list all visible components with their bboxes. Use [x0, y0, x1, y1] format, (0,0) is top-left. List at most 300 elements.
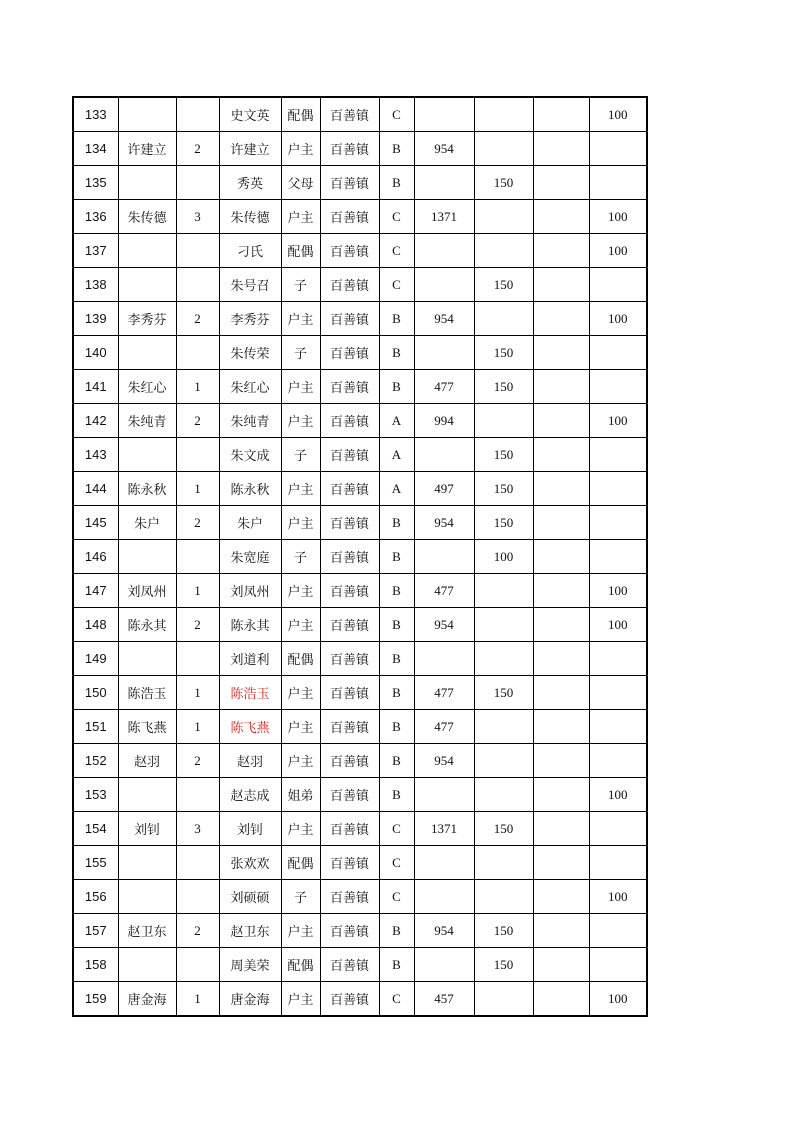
relation-cell: 子 — [281, 880, 320, 914]
grade-cell: B — [379, 540, 414, 574]
member-name-cell: 朱文成 — [219, 438, 281, 472]
amount-d-cell — [589, 472, 647, 506]
relation-cell: 户主 — [281, 404, 320, 438]
amount-d-cell — [589, 132, 647, 166]
table-row — [73, 608, 647, 642]
relation-cell: 户主 — [281, 982, 320, 1017]
amount-b-cell: 150 — [474, 676, 533, 710]
grade-cell: C — [379, 812, 414, 846]
household-size-cell: 1 — [176, 982, 219, 1017]
row-number-cell: 143 — [73, 438, 118, 472]
householder-cell — [118, 880, 176, 914]
town-cell: 百善镇 — [320, 710, 379, 744]
amount-a-cell: 457 — [414, 982, 474, 1017]
relation-cell: 户主 — [281, 710, 320, 744]
member-name-cell: 史文英 — [219, 97, 281, 132]
town-cell: 百善镇 — [320, 97, 379, 132]
amount-d-cell — [589, 268, 647, 302]
amount-b-cell — [474, 404, 533, 438]
householder-cell — [118, 268, 176, 302]
household-size-cell: 1 — [176, 710, 219, 744]
member-name-cell: 秀英 — [219, 166, 281, 200]
table-row — [73, 812, 647, 846]
amount-d-cell — [589, 914, 647, 948]
grade-cell: C — [379, 880, 414, 914]
amount-b-cell — [474, 234, 533, 268]
amount-d-cell: 100 — [589, 234, 647, 268]
amount-d-cell: 100 — [589, 880, 647, 914]
member-name-cell: 唐金海 — [219, 982, 281, 1017]
amount-b-cell: 150 — [474, 472, 533, 506]
amount-d-cell — [589, 744, 647, 778]
amount-d-cell — [589, 540, 647, 574]
grade-cell: B — [379, 302, 414, 336]
relation-cell: 配偶 — [281, 642, 320, 676]
grade-cell: B — [379, 948, 414, 982]
amount-a-cell: 954 — [414, 744, 474, 778]
grade-cell: C — [379, 234, 414, 268]
amount-a-cell: 954 — [414, 302, 474, 336]
amount-c-cell — [533, 642, 589, 676]
household-size-cell: 2 — [176, 608, 219, 642]
grade-cell: B — [379, 574, 414, 608]
amount-b-cell: 150 — [474, 336, 533, 370]
member-name-cell: 朱户 — [219, 506, 281, 540]
householder-cell — [118, 234, 176, 268]
table-row — [73, 302, 647, 336]
amount-a-cell — [414, 540, 474, 574]
member-name-cell: 朱号召 — [219, 268, 281, 302]
amount-b-cell — [474, 710, 533, 744]
grade-cell: B — [379, 506, 414, 540]
member-name-cell: 刘硕硕 — [219, 880, 281, 914]
amount-a-cell — [414, 97, 474, 132]
amount-b-cell: 150 — [474, 506, 533, 540]
relation-cell: 户主 — [281, 676, 320, 710]
grade-cell: A — [379, 404, 414, 438]
amount-d-cell: 100 — [589, 778, 647, 812]
amount-d-cell: 100 — [589, 97, 647, 132]
amount-c-cell — [533, 166, 589, 200]
amount-a-cell: 954 — [414, 506, 474, 540]
table-row — [73, 506, 647, 540]
householder-cell — [118, 166, 176, 200]
member-name-cell: 朱宽庭 — [219, 540, 281, 574]
amount-c-cell — [533, 676, 589, 710]
table-row — [73, 880, 647, 914]
relation-cell: 户主 — [281, 370, 320, 404]
member-name-cell: 陈浩玉 — [219, 676, 281, 710]
row-number-cell: 156 — [73, 880, 118, 914]
row-number-cell: 141 — [73, 370, 118, 404]
relation-cell: 户主 — [281, 812, 320, 846]
member-name-cell: 刁氏 — [219, 234, 281, 268]
table-row — [73, 336, 647, 370]
grade-cell: C — [379, 846, 414, 880]
amount-c-cell — [533, 744, 589, 778]
household-size-cell: 2 — [176, 744, 219, 778]
amount-a-cell: 1371 — [414, 812, 474, 846]
householder-cell: 陈永秋 — [118, 472, 176, 506]
relation-cell: 户主 — [281, 506, 320, 540]
grade-cell: B — [379, 710, 414, 744]
householder-cell — [118, 846, 176, 880]
member-name-cell: 赵羽 — [219, 744, 281, 778]
amount-b-cell — [474, 778, 533, 812]
amount-b-cell — [474, 302, 533, 336]
grade-cell: A — [379, 472, 414, 506]
table-row — [73, 540, 647, 574]
grade-cell: A — [379, 438, 414, 472]
householder-cell: 刘凤州 — [118, 574, 176, 608]
household-size-cell: 2 — [176, 132, 219, 166]
amount-a-cell: 477 — [414, 676, 474, 710]
amount-b-cell: 150 — [474, 370, 533, 404]
household-size-cell — [176, 642, 219, 676]
amount-d-cell: 100 — [589, 574, 647, 608]
householder-cell — [118, 336, 176, 370]
town-cell: 百善镇 — [320, 642, 379, 676]
grade-cell: B — [379, 370, 414, 404]
relation-cell: 户主 — [281, 574, 320, 608]
amount-d-cell — [589, 166, 647, 200]
relation-cell: 户主 — [281, 744, 320, 778]
grade-cell: C — [379, 268, 414, 302]
table-row — [73, 404, 647, 438]
table-row — [73, 438, 647, 472]
member-name-cell: 许建立 — [219, 132, 281, 166]
amount-c-cell — [533, 200, 589, 234]
grade-cell: B — [379, 132, 414, 166]
amount-d-cell — [589, 812, 647, 846]
town-cell: 百善镇 — [320, 676, 379, 710]
household-size-cell — [176, 846, 219, 880]
relation-cell: 配偶 — [281, 846, 320, 880]
table-row — [73, 948, 647, 982]
grade-cell: B — [379, 336, 414, 370]
row-number-cell: 155 — [73, 846, 118, 880]
household-size-cell — [176, 268, 219, 302]
table-row — [73, 676, 647, 710]
amount-d-cell — [589, 336, 647, 370]
amount-a-cell — [414, 268, 474, 302]
relation-cell: 配偶 — [281, 97, 320, 132]
table-row — [73, 472, 647, 506]
amount-b-cell: 150 — [474, 268, 533, 302]
row-number-cell: 138 — [73, 268, 118, 302]
household-size-cell: 2 — [176, 914, 219, 948]
householder-cell: 陈浩玉 — [118, 676, 176, 710]
grade-cell: C — [379, 97, 414, 132]
amount-a-cell — [414, 336, 474, 370]
town-cell: 百善镇 — [320, 982, 379, 1017]
amount-a-cell — [414, 948, 474, 982]
row-number-cell: 142 — [73, 404, 118, 438]
amount-b-cell — [474, 880, 533, 914]
amount-c-cell — [533, 540, 589, 574]
householder-cell: 刘钊 — [118, 812, 176, 846]
amount-c-cell — [533, 914, 589, 948]
amount-b-cell — [474, 97, 533, 132]
town-cell: 百善镇 — [320, 336, 379, 370]
amount-c-cell — [533, 302, 589, 336]
householder-cell — [118, 97, 176, 132]
row-number-cell: 145 — [73, 506, 118, 540]
town-cell: 百善镇 — [320, 540, 379, 574]
householder-cell — [118, 948, 176, 982]
town-cell: 百善镇 — [320, 370, 379, 404]
town-cell: 百善镇 — [320, 438, 379, 472]
household-size-cell: 1 — [176, 676, 219, 710]
table-row — [73, 778, 647, 812]
amount-b-cell: 150 — [474, 166, 533, 200]
householder-cell: 朱红心 — [118, 370, 176, 404]
amount-c-cell — [533, 132, 589, 166]
table-row — [73, 574, 647, 608]
amount-d-cell — [589, 438, 647, 472]
town-cell: 百善镇 — [320, 574, 379, 608]
grade-cell: C — [379, 200, 414, 234]
householder-cell — [118, 642, 176, 676]
row-number-cell: 144 — [73, 472, 118, 506]
amount-c-cell — [533, 812, 589, 846]
amount-a-cell: 477 — [414, 574, 474, 608]
amount-a-cell: 477 — [414, 370, 474, 404]
table-row — [73, 200, 647, 234]
town-cell: 百善镇 — [320, 234, 379, 268]
member-name-cell: 刘道利 — [219, 642, 281, 676]
amount-b-cell: 150 — [474, 438, 533, 472]
household-size-cell: 1 — [176, 370, 219, 404]
member-name-cell: 陈永其 — [219, 608, 281, 642]
row-number-cell: 158 — [73, 948, 118, 982]
row-number-cell: 152 — [73, 744, 118, 778]
amount-d-cell: 100 — [589, 608, 647, 642]
amount-a-cell — [414, 234, 474, 268]
householder-cell — [118, 778, 176, 812]
town-cell: 百善镇 — [320, 948, 379, 982]
member-name-cell: 陈永秋 — [219, 472, 281, 506]
amount-c-cell — [533, 574, 589, 608]
household-size-cell — [176, 540, 219, 574]
householder-cell: 唐金海 — [118, 982, 176, 1017]
row-number-cell: 149 — [73, 642, 118, 676]
town-cell: 百善镇 — [320, 914, 379, 948]
amount-c-cell — [533, 506, 589, 540]
row-number-cell: 159 — [73, 982, 118, 1017]
table-row — [73, 234, 647, 268]
amount-b-cell — [474, 574, 533, 608]
amount-a-cell — [414, 880, 474, 914]
relation-cell: 户主 — [281, 472, 320, 506]
row-number-cell: 136 — [73, 200, 118, 234]
relation-cell: 配偶 — [281, 234, 320, 268]
member-name-cell: 周美荣 — [219, 948, 281, 982]
amount-c-cell — [533, 336, 589, 370]
row-number-cell: 153 — [73, 778, 118, 812]
amount-c-cell — [533, 268, 589, 302]
row-number-cell: 139 — [73, 302, 118, 336]
household-table — [72, 96, 648, 1017]
table-row — [73, 370, 647, 404]
table-row — [73, 642, 647, 676]
amount-a-cell — [414, 778, 474, 812]
grade-cell: B — [379, 914, 414, 948]
amount-a-cell: 1371 — [414, 200, 474, 234]
town-cell: 百善镇 — [320, 778, 379, 812]
town-cell: 百善镇 — [320, 812, 379, 846]
relation-cell: 子 — [281, 268, 320, 302]
member-name-cell: 张欢欢 — [219, 846, 281, 880]
member-name-cell: 朱传荣 — [219, 336, 281, 370]
amount-c-cell — [533, 710, 589, 744]
amount-c-cell — [533, 948, 589, 982]
town-cell: 百善镇 — [320, 472, 379, 506]
table-row — [73, 914, 647, 948]
household-size-cell: 3 — [176, 812, 219, 846]
grade-cell: C — [379, 982, 414, 1017]
table-row — [73, 97, 647, 132]
member-name-cell: 朱纯青 — [219, 404, 281, 438]
row-number-cell: 147 — [73, 574, 118, 608]
town-cell: 百善镇 — [320, 132, 379, 166]
householder-cell: 朱户 — [118, 506, 176, 540]
amount-d-cell — [589, 370, 647, 404]
amount-c-cell — [533, 472, 589, 506]
member-name-cell: 陈飞燕 — [219, 710, 281, 744]
amount-d-cell: 100 — [589, 200, 647, 234]
amount-d-cell: 100 — [589, 982, 647, 1017]
town-cell: 百善镇 — [320, 166, 379, 200]
row-number-cell: 151 — [73, 710, 118, 744]
amount-b-cell — [474, 846, 533, 880]
row-number-cell: 150 — [73, 676, 118, 710]
household-size-cell — [176, 880, 219, 914]
relation-cell: 父母 — [281, 166, 320, 200]
town-cell: 百善镇 — [320, 608, 379, 642]
amount-d-cell — [589, 948, 647, 982]
grade-cell: B — [379, 166, 414, 200]
town-cell: 百善镇 — [320, 744, 379, 778]
householder-cell: 朱传德 — [118, 200, 176, 234]
table-row — [73, 166, 647, 200]
amount-b-cell: 150 — [474, 812, 533, 846]
table-row — [73, 846, 647, 880]
household-size-cell — [176, 97, 219, 132]
table-row — [73, 982, 647, 1017]
household-size-cell — [176, 948, 219, 982]
table-row — [73, 710, 647, 744]
relation-cell: 子 — [281, 438, 320, 472]
row-number-cell: 154 — [73, 812, 118, 846]
amount-a-cell: 994 — [414, 404, 474, 438]
town-cell: 百善镇 — [320, 268, 379, 302]
relation-cell: 户主 — [281, 200, 320, 234]
household-size-cell: 1 — [176, 574, 219, 608]
amount-d-cell: 100 — [589, 404, 647, 438]
amount-c-cell — [533, 234, 589, 268]
householder-cell: 赵羽 — [118, 744, 176, 778]
amount-c-cell — [533, 438, 589, 472]
relation-cell: 子 — [281, 540, 320, 574]
member-name-cell: 刘钊 — [219, 812, 281, 846]
amount-b-cell — [474, 744, 533, 778]
amount-d-cell — [589, 710, 647, 744]
householder-cell: 朱纯青 — [118, 404, 176, 438]
grade-cell: B — [379, 744, 414, 778]
amount-a-cell — [414, 166, 474, 200]
amount-a-cell: 954 — [414, 914, 474, 948]
relation-cell: 户主 — [281, 608, 320, 642]
member-name-cell: 李秀芬 — [219, 302, 281, 336]
town-cell: 百善镇 — [320, 200, 379, 234]
row-number-cell: 137 — [73, 234, 118, 268]
household-size-cell — [176, 234, 219, 268]
amount-a-cell: 477 — [414, 710, 474, 744]
town-cell: 百善镇 — [320, 404, 379, 438]
relation-cell: 户主 — [281, 132, 320, 166]
amount-c-cell — [533, 97, 589, 132]
table-row — [73, 268, 647, 302]
amount-c-cell — [533, 608, 589, 642]
amount-a-cell — [414, 846, 474, 880]
householder-cell: 李秀芬 — [118, 302, 176, 336]
amount-d-cell — [589, 846, 647, 880]
row-number-cell: 140 — [73, 336, 118, 370]
row-number-cell: 146 — [73, 540, 118, 574]
amount-a-cell: 954 — [414, 608, 474, 642]
grade-cell: B — [379, 642, 414, 676]
member-name-cell: 赵卫东 — [219, 914, 281, 948]
amount-a-cell: 497 — [414, 472, 474, 506]
town-cell: 百善镇 — [320, 846, 379, 880]
grade-cell: B — [379, 778, 414, 812]
row-number-cell: 148 — [73, 608, 118, 642]
amount-c-cell — [533, 778, 589, 812]
amount-b-cell — [474, 982, 533, 1017]
householder-cell — [118, 438, 176, 472]
amount-c-cell — [533, 370, 589, 404]
amount-c-cell — [533, 880, 589, 914]
row-number-cell: 134 — [73, 132, 118, 166]
householder-cell: 陈永其 — [118, 608, 176, 642]
amount-b-cell: 150 — [474, 948, 533, 982]
amount-b-cell: 150 — [474, 914, 533, 948]
member-name-cell: 朱红心 — [219, 370, 281, 404]
amount-a-cell — [414, 642, 474, 676]
amount-a-cell — [414, 438, 474, 472]
household-size-cell — [176, 778, 219, 812]
householder-cell — [118, 540, 176, 574]
row-number-cell: 133 — [73, 97, 118, 132]
town-cell: 百善镇 — [320, 302, 379, 336]
grade-cell: B — [379, 676, 414, 710]
grade-cell: B — [379, 608, 414, 642]
relation-cell: 姐弟 — [281, 778, 320, 812]
householder-cell: 陈飞燕 — [118, 710, 176, 744]
amount-b-cell — [474, 200, 533, 234]
amount-b-cell — [474, 642, 533, 676]
member-name-cell: 赵志成 — [219, 778, 281, 812]
town-cell: 百善镇 — [320, 506, 379, 540]
member-name-cell: 朱传德 — [219, 200, 281, 234]
household-size-cell — [176, 336, 219, 370]
household-size-cell: 2 — [176, 404, 219, 438]
household-size-cell — [176, 166, 219, 200]
household-size-cell: 2 — [176, 506, 219, 540]
table-row — [73, 132, 647, 166]
household-size-cell: 2 — [176, 302, 219, 336]
